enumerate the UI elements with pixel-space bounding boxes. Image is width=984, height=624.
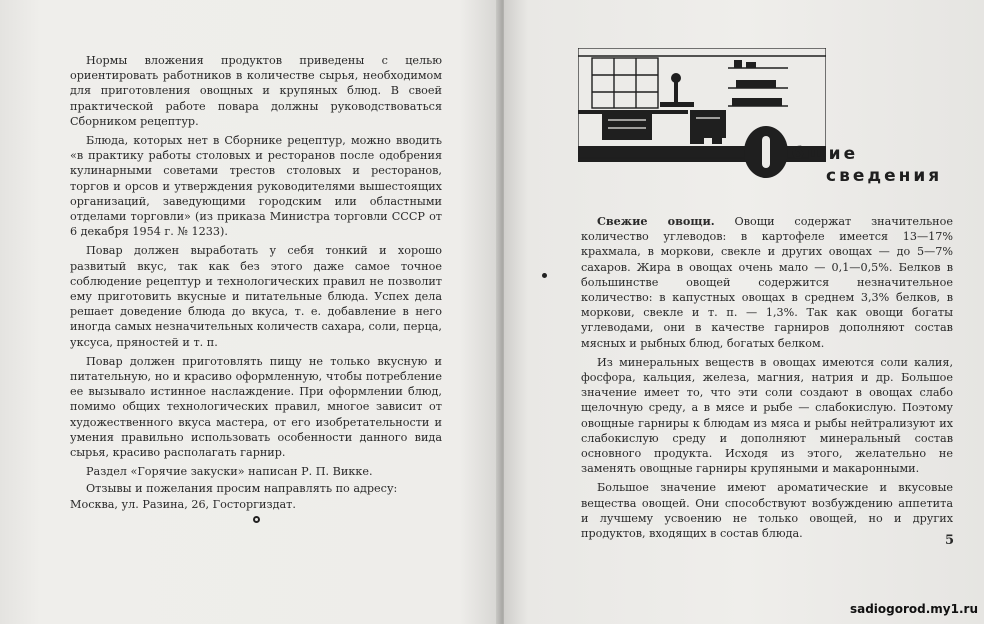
heading-word-2: сведения <box>826 166 943 186</box>
watermark: sadiogorod.my1.ru <box>849 602 978 616</box>
publisher-address: Москва, ул. Разина, 26, Госторгиздат. <box>70 497 296 511</box>
hole-mark <box>542 273 547 278</box>
heading-word-1: бщие <box>792 144 859 164</box>
paragraph: Отзывы и пожелания просим направлять по адресу: <box>86 482 398 496</box>
hole-mark <box>253 516 260 523</box>
paragraph: Нормы вложения продуктов приведены с целью ориентировать работников в количестве сырья, необходимом для приготовления овощных и крупяных блюд. В своей практической работе повара должны руководствоваться Сборником рецептур. <box>70 54 442 128</box>
lead-paragraph <box>581 214 953 351</box>
right-text-column <box>581 214 953 545</box>
page-number: 5 <box>945 533 955 548</box>
paragraph: Повар должен приготовлять пищу не только вкусную и питательную, но и красиво оформленную, чтобы потребление ее вызывало истинное наслаждение. При оформлении блюд, помимо общих технологических правил, многое зависит от художественного вкуса мастера, от его изобретательности и умения правильно использовать особенности данного вида сырья, красиво располагать гарнир. <box>70 354 442 460</box>
paragraph: Большое значение имеют ароматические и вкусовые вещества овощей. Они способствуют возбуждению аппетита и лучшему усвоению не только овощей, но и других продуктов, входящих в состав блюда. <box>581 481 953 541</box>
heading-initial-o-glyph <box>744 126 788 178</box>
paragraph: Блюда, которых нет в Сборнике рецептур, можно вводить «в практику работы столовых и ресторанов после одобрения кулинарными советами трестов столовых и ресторанов, торгов и орсов и утверждения руководителями вышестоящих организаций, заведующими городским или областными отделами торговли» (из приказа Министра торговли СССР от 6 декабря 1954 г. № 1233). <box>70 134 442 239</box>
paragraph: Раздел «Горячие закуски» написан Р. П. Викке. <box>86 465 373 479</box>
lead-text: Овощи содержат значительное количество углеводов: в картофеле имеется 13—17% крахмала, в моркови, свекле и других овощах — до 5—7% сахаров. Жира в овощах очень мало — 0,1—0,5%. Белков в большинстве овощей содержится незначительное количество: в капустных овощах в среднем 3,3% белков, в моркови, свекле и т. п. — 1,3%. Так как овощи богаты углеводами, они в качестве гарниров дополняют состав мясных и рыбных блюд, богатых белком. <box>581 215 953 350</box>
right-page <box>504 0 984 624</box>
paragraph: Из минеральных веществ в овощах имеются соли калия, фосфора, кальция, железа, магния, натрия и др. Большое значение имеет то, что эти соли создают в овощах слабо щелочную среду, а в мясе и рыбе — слабокислую. Поэтому овощные гарниры к блюдам из мяса и рыбы нейтрализуют их слабокислую среду и дополняют минеральный состав основного продукта. Исходя из этого, желательно не заменять овощные гарниры крупяными и макаронными. <box>581 355 953 476</box>
paragraph: Повар должен выработать у себя тонкий и хорошо развитый вкус, так как без этого даже самое точное соблюдение рецептур и технологических правил не позволит ему приготовить вкусные и питательные блюда. Успех дела решает доведение блюда до вкуса, т. е. добавление в него иногда самых незначительных количеств сахара, соли, перца, уксуса, пряностей и т. п. <box>70 244 442 349</box>
heading-initial-letter <box>744 122 745 123</box>
lead-term: Свежие овощи. <box>597 214 715 228</box>
section-heading <box>744 122 964 192</box>
left-text-column <box>70 53 442 516</box>
